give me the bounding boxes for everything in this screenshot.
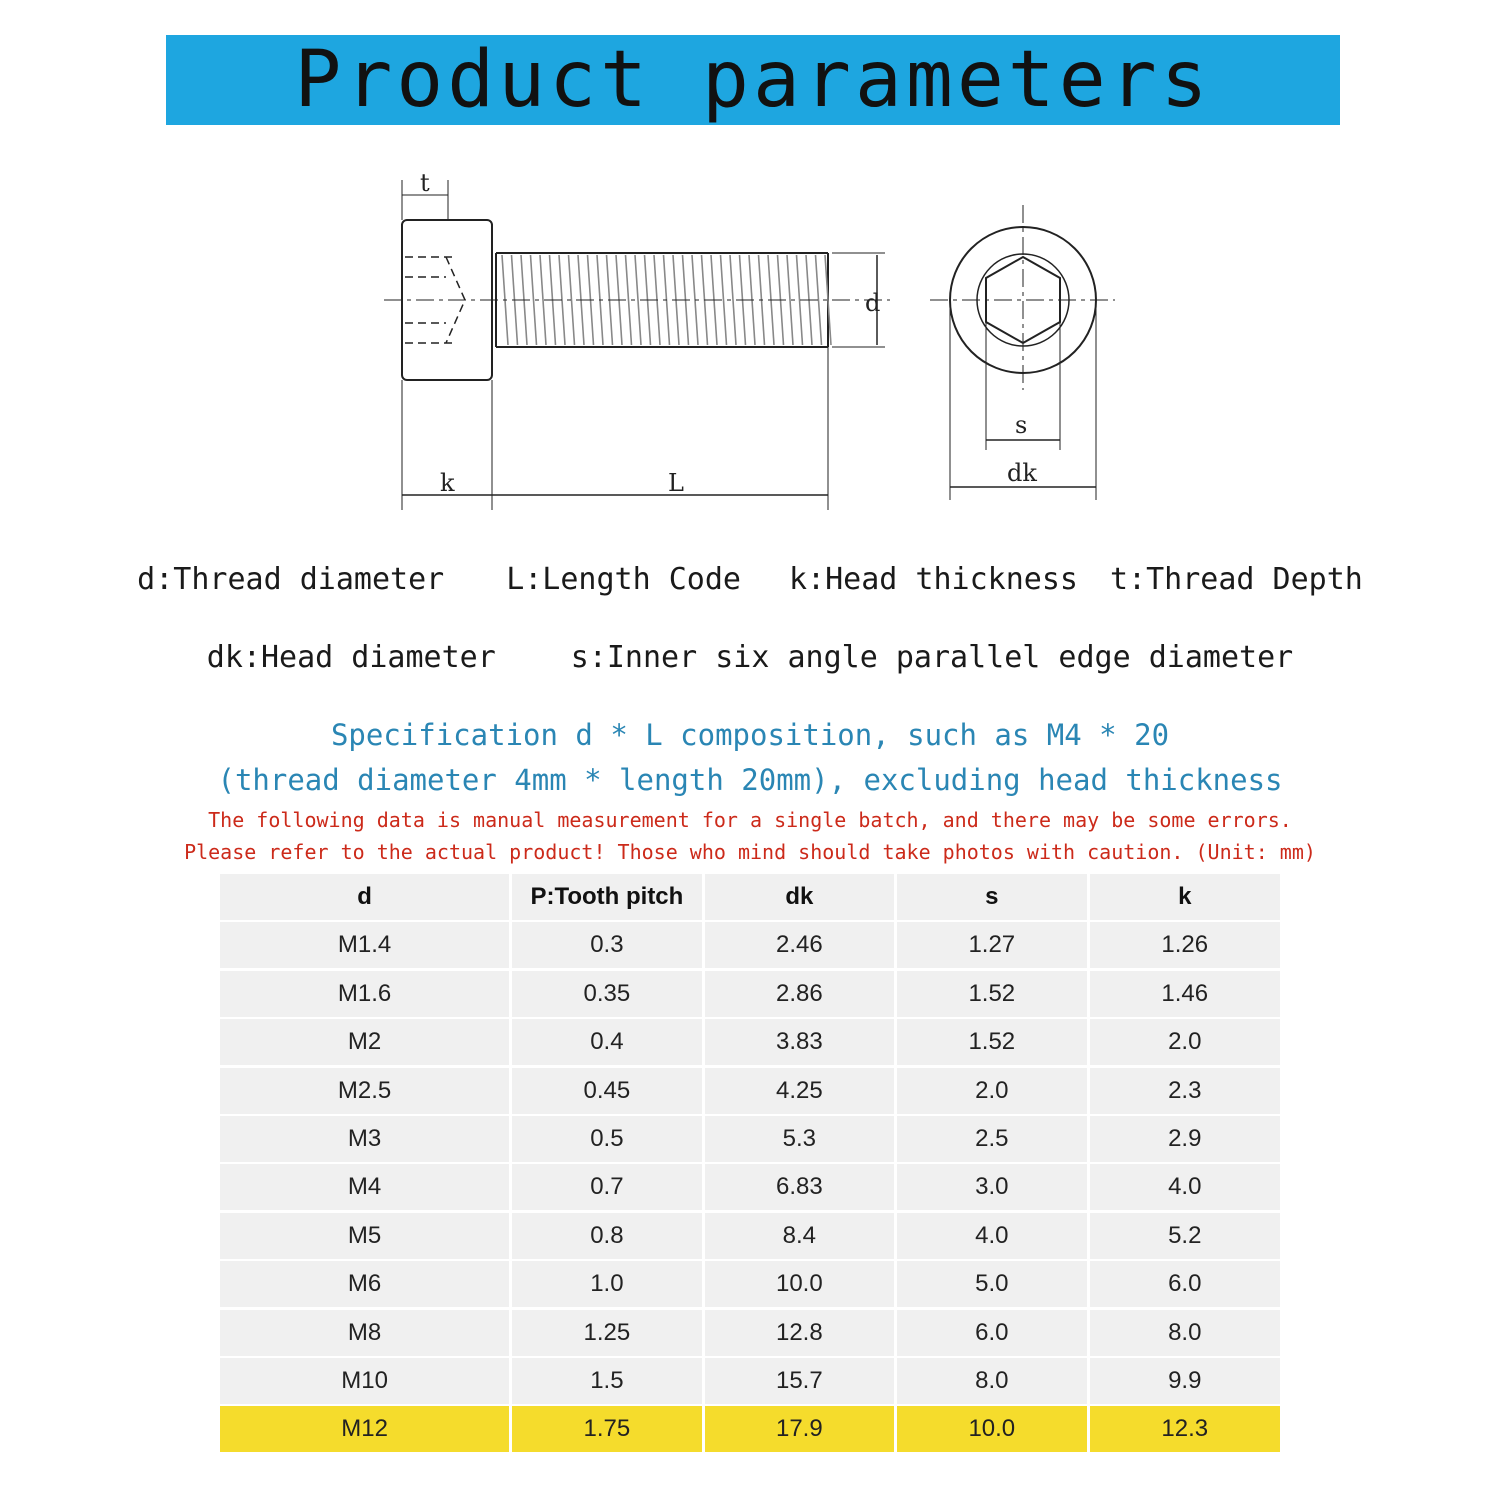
table-cell: 1.26 [1090,922,1280,968]
table-row [220,1068,1280,1114]
table-cell: 3.83 [705,1019,894,1065]
legend-head-thickness: k:Head thickness [789,562,1078,597]
table-cell: M8 [220,1310,509,1356]
table-cell: k [1090,874,1280,920]
table-cell: s [897,874,1086,920]
table-cell: 5.3 [705,1116,894,1162]
legend-length-code: L:Length Code [506,562,741,597]
table-cell: 0.3 [512,922,701,968]
table-cell: 2.0 [897,1068,1086,1114]
table-cell: M10 [220,1358,509,1404]
page-title: Product parameters [294,35,1212,125]
table-cell: 0.8 [512,1213,701,1259]
table-cell: 8.4 [705,1213,894,1259]
legend-inner-hex: s:Inner six angle parallel edge diameter [570,640,1294,675]
table-cell: d [220,874,509,920]
table-cell: M3 [220,1116,509,1162]
table-cell: 1.5 [512,1358,701,1404]
table-cell: 6.83 [705,1164,894,1210]
table-row [220,1310,1280,1356]
table-row [220,1116,1280,1162]
table-cell: 0.7 [512,1164,701,1210]
table-row [220,1406,1280,1452]
screw-head-side [402,220,492,380]
table-row [220,1164,1280,1210]
table-cell: M5 [220,1213,509,1259]
label-t: t [420,169,430,197]
table-cell: 0.45 [512,1068,701,1114]
label-dk: dk [1007,459,1037,487]
table-cell: 17.9 [705,1406,894,1452]
table-cell: dk [705,874,894,920]
table-cell: 15.7 [705,1358,894,1404]
table-row [220,971,1280,1017]
table-cell: 6.0 [897,1310,1086,1356]
table-cell: 1.46 [1090,971,1280,1017]
title-banner [166,35,1340,125]
table-cell: M6 [220,1261,509,1307]
table-cell: 5.0 [897,1261,1086,1307]
table-cell: P:Tooth pitch [512,874,701,920]
table-row [220,922,1280,968]
table-row [220,1019,1280,1065]
table-header-row [220,874,1280,920]
table-cell: 2.3 [1090,1068,1280,1114]
label-L: L [668,469,684,497]
label-s: s [1015,411,1028,439]
table-cell: 9.9 [1090,1358,1280,1404]
table-cell: M4 [220,1164,509,1210]
table-cell: 2.9 [1090,1116,1280,1162]
table-cell: 4.0 [1090,1164,1280,1210]
table-cell: 1.25 [512,1310,701,1356]
table-cell: 1.75 [512,1406,701,1452]
table-row [220,1213,1280,1259]
screw-diagram [370,165,1130,525]
table-cell: 0.35 [512,971,701,1017]
table-row [220,1358,1280,1404]
legend-head-diameter: dk:Head diameter [206,640,496,675]
legend-thread-diameter: d:Thread diameter [137,562,445,597]
table-cell: M12 [220,1406,509,1452]
table-cell: 0.4 [512,1019,701,1065]
table-cell: 2.0 [1090,1019,1280,1065]
table-cell: M2.5 [220,1068,509,1114]
table-cell: 6.0 [1090,1261,1280,1307]
table-cell: M1.6 [220,971,509,1017]
label-k: k [440,469,455,497]
table-cell: 4.25 [705,1068,894,1114]
table-cell: 8.0 [897,1358,1086,1404]
label-d: d [865,289,881,317]
spec-line-2: (thread diameter 4mm * length 20mm), excluding head thickness [217,763,1283,797]
table-cell: 1.52 [897,1019,1086,1065]
table-cell: 5.2 [1090,1213,1280,1259]
spec-table [220,874,1280,1455]
note-line-1: The following data is manual measurement for a single batch, and there may be some errors. [208,808,1292,832]
spec-line-1: Specification d * L composition, such as M4 * 20 [330,718,1170,752]
table-row [220,1261,1280,1307]
table-cell: M2 [220,1019,509,1065]
table-cell: 4.0 [897,1213,1086,1259]
table-cell: 8.0 [1090,1310,1280,1356]
table-cell: M1.4 [220,922,509,968]
table-cell: 1.27 [897,922,1086,968]
table-cell: 1.52 [897,971,1086,1017]
table-cell: 0.5 [512,1116,701,1162]
note-line-2: Please refer to the actual product! Those who mind should take photos with caution. (Unit: mm) [184,840,1316,864]
table-cell: 12.8 [705,1310,894,1356]
table-cell: 3.0 [897,1164,1086,1210]
table-cell: 12.3 [1090,1406,1280,1452]
table-cell: 10.0 [897,1406,1086,1452]
table-cell: 10.0 [705,1261,894,1307]
table-cell: 2.86 [705,971,894,1017]
legend-line-1 [0,562,1500,597]
table-cell: 2.46 [705,922,894,968]
legend-line-2 [0,640,1500,675]
table-cell: 1.0 [512,1261,701,1307]
legend-thread-depth: t:Thread Depth [1109,562,1363,597]
table-cell: 2.5 [897,1116,1086,1162]
